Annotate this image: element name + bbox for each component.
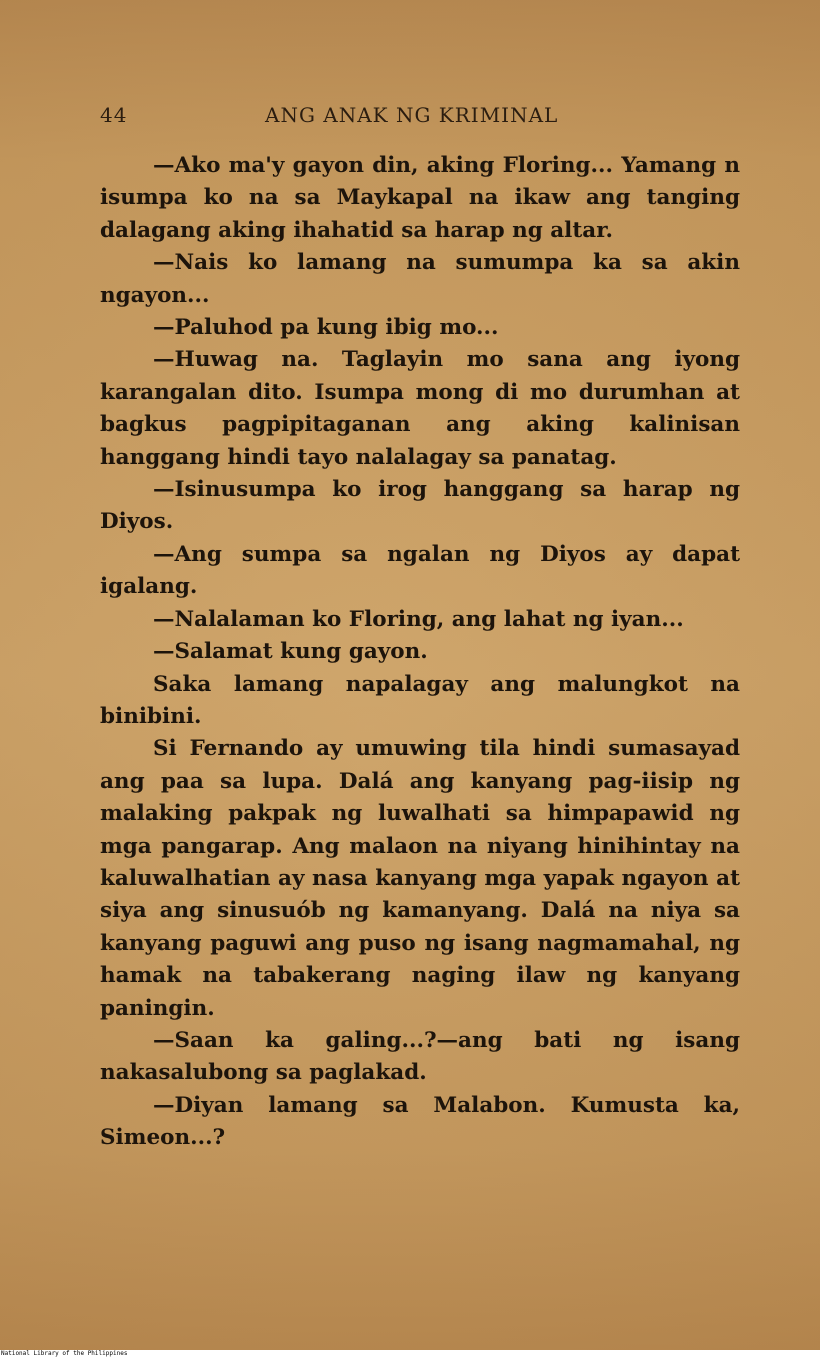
paragraph: —Huwag na. Taglayin mo sana ang iyong karangalan dito. Isumpa mong di mo durumhan at bagkus pagpipitaganan ang aking kalinisan hanggang hindi tayo nalalagay sa panatag. <box>100 347 740 470</box>
paragraph: —Salamat kung gayon. <box>153 639 428 665</box>
footer-credit: National Library of the Philippines <box>0 1350 820 1358</box>
paragraph: —Ako ma'y gayon din, aking Floring... Yamang n isumpa ko na sa Maykapal na ikaw ang tanging dalagang aking ihahatid sa harap ng altar. <box>100 153 740 243</box>
paragraph: —Nais ko lamang na sumumpa ka sa akin ngayon... <box>100 250 740 308</box>
page-number: 44 <box>100 103 128 127</box>
body-text <box>100 150 740 1155</box>
paragraph: Saka lamang napalagay ang malungkot na binibini. <box>100 671 740 729</box>
paragraph: —Diyan lamang sa Malabon. Kumusta ka, Simeon...? <box>100 1092 740 1151</box>
paragraph: —Nalalaman ko Floring, ang lahat ng iyan... <box>153 606 684 632</box>
page-header <box>100 103 740 133</box>
running-title: ANG ANAK NG KRIMINAL <box>265 103 559 127</box>
paragraph: Si Fernando ay umuwing tila hindi sumasayad ang paa sa lupa. Dalá ang kanyang pag-iisip ng malaking pakpak ng luwalhati sa himpapawid ng mga pangarap. Ang malaon na niyang hinihintay na kaluwalhatian ay nasa kanyang mga yapak ngayon at siya ang sinusuób ng kamanyang. Dalá na niya sa kanyang paguwi ang puso ng isang nagmamahal, ng hamak na tabakerang naging ilaw ng kanyang paningin. <box>100 736 740 1021</box>
paragraph: —Ang sumpa sa ngalan ng Diyos ay dapat igalang. <box>100 541 740 600</box>
paragraph: —Saan ka galing...?—ang bati ng isang nakasalubong sa paglakad. <box>100 1027 740 1086</box>
paragraph: —Paluhod pa kung ibig mo... <box>153 315 499 341</box>
paragraph: —Isinusumpa ko irog hanggang sa harap ng Diyos. <box>100 477 740 535</box>
